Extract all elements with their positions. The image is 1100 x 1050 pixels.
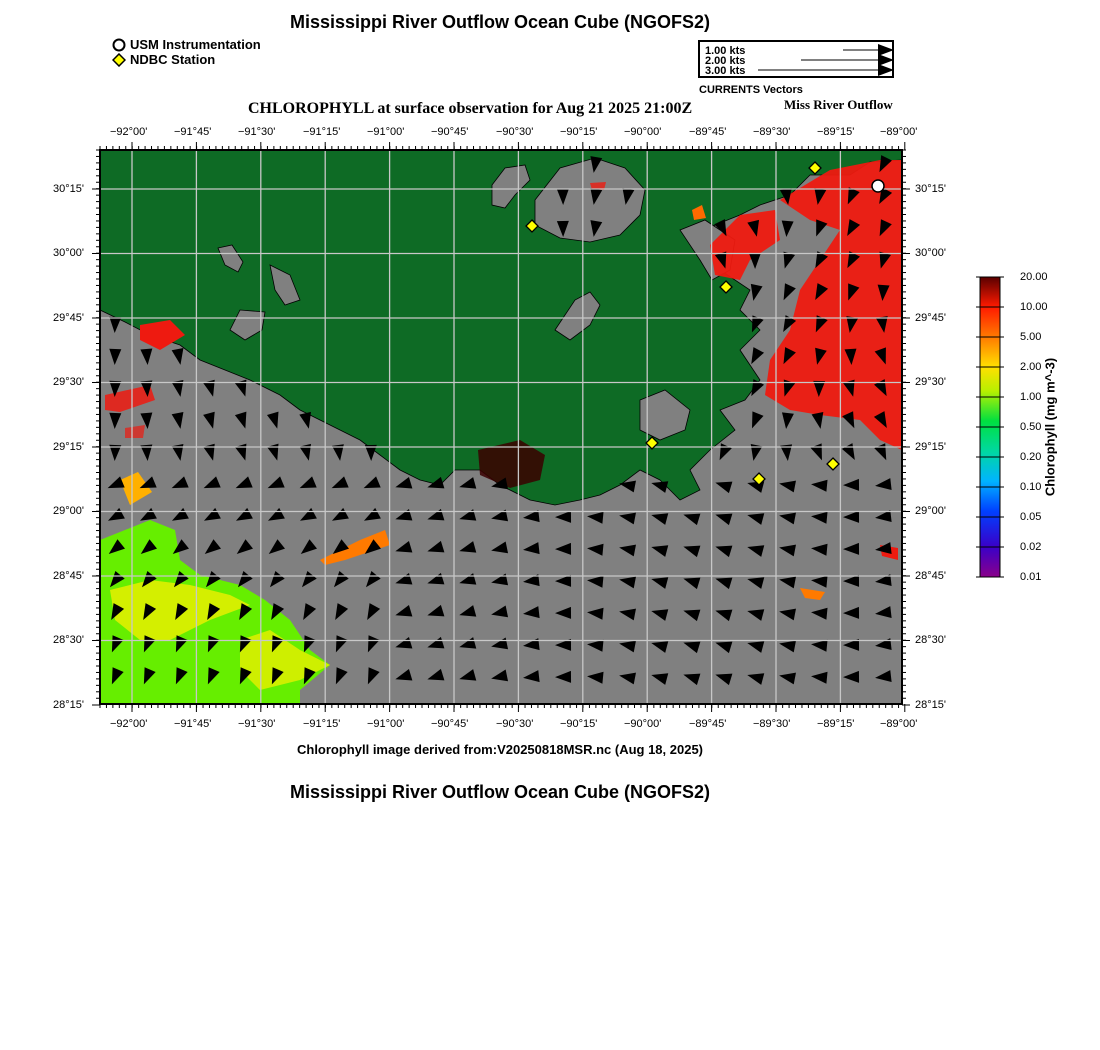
lat-tick-label: 28°30'	[53, 634, 84, 646]
lat-tick-label: 28°15'	[53, 699, 84, 711]
lon-tick-label: −91°00'	[367, 718, 405, 730]
lon-tick-label: −91°45'	[174, 126, 212, 138]
map-subtitle: CHLOROPHYLL at surface observation for Aug 21 2025 21:00Z	[248, 100, 693, 117]
lat-tick-label: 28°30'	[915, 634, 946, 646]
colorbar	[976, 277, 1004, 577]
lon-tick-label: −90°30'	[496, 126, 534, 138]
colorbar-label: 20.00	[1020, 271, 1048, 283]
lon-tick-label: −89°30'	[753, 126, 791, 138]
lon-tick-label: −90°00'	[624, 126, 662, 138]
image-source-caption: Chlorophyll image derived from:V20250818MSR.nc (Aug 18, 2025)	[296, 742, 704, 757]
lat-tick-label: 28°15'	[915, 699, 946, 711]
lat-tick-label: 29°00'	[53, 505, 84, 517]
lon-tick-label: −91°45'	[174, 718, 212, 730]
region-label: Miss River Outflow	[784, 97, 893, 112]
lon-tick-label: −90°00'	[624, 718, 662, 730]
lon-tick-label: −89°30'	[753, 718, 791, 730]
lon-tick-label: −92°00'	[110, 718, 148, 730]
legend-usm-label: USM Instrumentation	[130, 37, 261, 52]
lon-tick-label: −92°00'	[110, 126, 148, 138]
map-title-bottom: Mississippi River Outflow Ocean Cube (NGOFS2)	[289, 782, 711, 802]
lat-tick-label: 29°45'	[915, 312, 946, 324]
lon-tick-label: −90°45'	[431, 718, 469, 730]
lat-tick-label: 29°30'	[915, 376, 946, 388]
lon-tick-label: −90°15'	[560, 718, 598, 730]
lat-tick-label: 29°15'	[915, 441, 946, 453]
vector-legend-row: 3.00 kts	[705, 65, 746, 77]
lon-tick-label: −91°30'	[238, 126, 276, 138]
colorbar-label: 0.02	[1020, 541, 1042, 553]
lat-tick-label: 30°00'	[53, 247, 84, 259]
legend-ndbc-label: NDBC Station	[130, 52, 216, 67]
colorbar-label: 0.20	[1020, 451, 1042, 463]
lat-tick-label: 28°45'	[53, 570, 84, 582]
colorbar-label: 1.00	[1020, 391, 1042, 403]
usm-instrument-marker	[872, 180, 884, 192]
lat-tick-label: 29°00'	[915, 505, 946, 517]
colorbar-label: 0.01	[1020, 571, 1042, 583]
lat-tick-label: 30°15'	[53, 183, 84, 195]
colorbar-label: 0.05	[1020, 511, 1042, 523]
map-title: Mississippi River Outflow Ocean Cube (NGOFS2)	[289, 12, 711, 32]
lon-tick-label: −91°15'	[303, 718, 341, 730]
lon-tick-label: −89°45'	[689, 718, 727, 730]
colorbar-label: 10.00	[1020, 301, 1048, 313]
lon-tick-label: −89°00'	[880, 718, 918, 730]
colorbar-label: 5.00	[1020, 331, 1042, 343]
lon-tick-label: −90°30'	[496, 718, 534, 730]
lat-tick-label: 30°15'	[915, 183, 946, 195]
colorbar-label: 0.10	[1020, 481, 1042, 493]
colorbar-title: Chlorophyll (mg m^-3)	[1042, 357, 1058, 497]
lat-tick-label: 29°45'	[53, 312, 84, 324]
lat-tick-label: 28°45'	[915, 570, 946, 582]
lat-tick-label: 29°15'	[53, 441, 84, 453]
lon-tick-label: −91°00'	[367, 126, 405, 138]
lat-tick-label: 29°30'	[53, 376, 84, 388]
lat-tick-label: 30°00'	[915, 247, 946, 259]
colorbar-label: 0.50	[1020, 421, 1042, 433]
lon-tick-label: −90°15'	[560, 126, 598, 138]
lon-tick-label: −91°15'	[303, 126, 341, 138]
lon-tick-label: −89°15'	[817, 718, 855, 730]
lon-tick-label: −89°00'	[880, 126, 918, 138]
lon-tick-label: −89°15'	[817, 126, 855, 138]
vector-legend-row: 2.00 kts	[705, 55, 746, 67]
colorbar-label: 2.00	[1020, 361, 1042, 373]
lon-tick-label: −90°45'	[431, 126, 469, 138]
vector-legend-caption: CURRENTS Vectors	[699, 84, 803, 96]
lon-tick-label: −89°45'	[689, 126, 727, 138]
lon-tick-label: −91°30'	[238, 718, 276, 730]
vector-legend-row: 1.00 kts	[705, 45, 746, 57]
